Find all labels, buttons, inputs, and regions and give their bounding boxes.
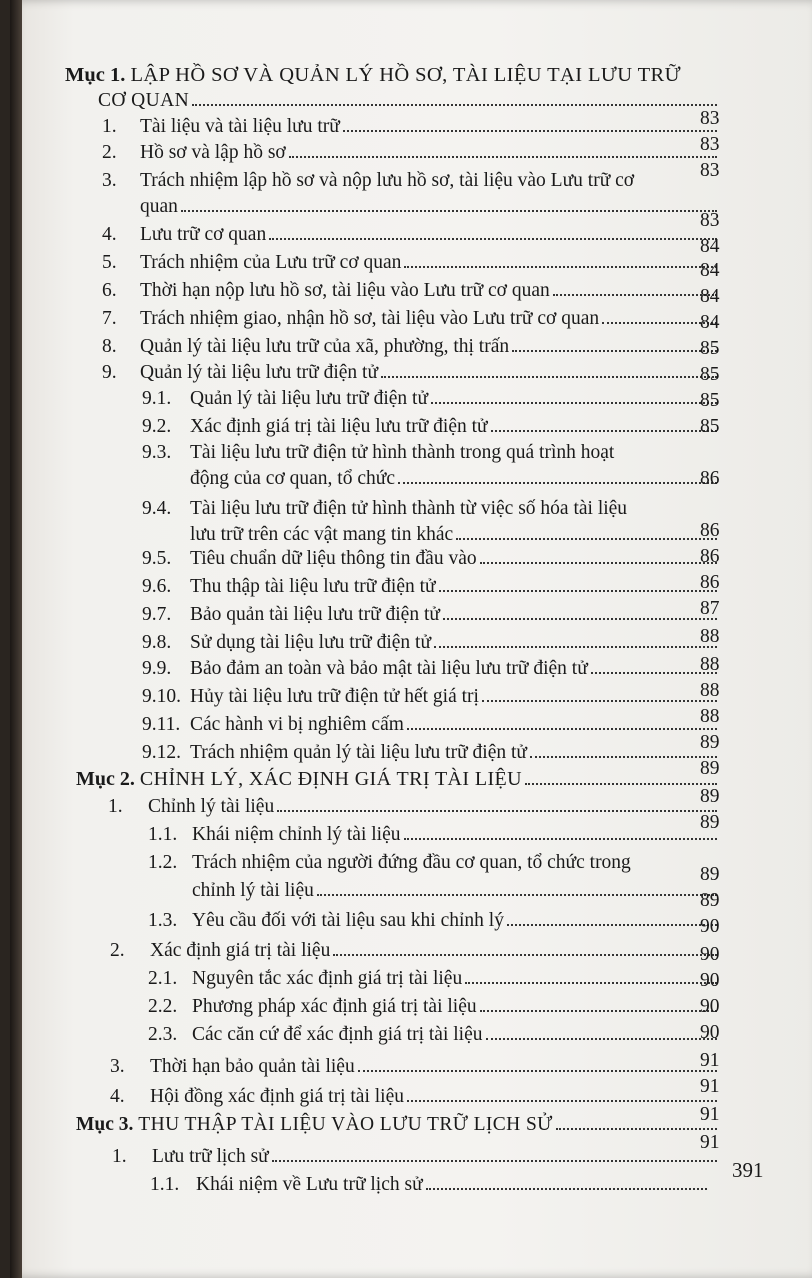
toc-item-9-4-line1: 9.4. Tài liệu lưu trữ điện tử hình thành từ việc số hóa tài liệu xyxy=(142,498,628,519)
toc-item-5: 5. Trách nhiệm của Lưu trữ cơ quan xyxy=(102,250,720,276)
toc-item-9-12-page: 89 xyxy=(700,732,720,753)
muc2-item-1-page: 89 xyxy=(700,786,720,807)
muc1-title-line2: CƠ QUAN xyxy=(98,88,720,114)
toc-item-9-2: 9.2. Xác định giá trị tài liệu lưu trữ điện tử xyxy=(142,414,720,440)
toc-item-4: 4. Lưu trữ cơ quan xyxy=(102,222,720,248)
toc-item-2: 2. Hồ sơ và lập hồ sơ xyxy=(102,140,720,166)
toc-item-7: 7. Trách nhiệm giao, nhận hồ sơ, tài liệu vào Lưu trữ cơ quan xyxy=(102,306,720,332)
toc-item-9-12: 9.12. Trách nhiệm quản lý tài liệu lưu trữ điện tử xyxy=(142,740,720,766)
muc3-item-1: 1. Lưu trữ lịch sử xyxy=(112,1144,720,1170)
toc-item-8-page: 85 xyxy=(700,338,720,359)
toc-item-9-11: 9.11. Các hành vi bị nghiêm cấm xyxy=(142,712,720,738)
muc3-item-1-1: 1.1. Khái niệm về Lưu trữ lịch sử xyxy=(150,1172,710,1198)
muc2-item-1-2-line2: chỉnh lý tài liệu xyxy=(192,878,720,904)
toc-item-3-line2: quan xyxy=(140,194,720,220)
page-number: 391 xyxy=(732,1158,764,1182)
page-spine-shadow xyxy=(10,0,22,1278)
toc-item-9-6-page: 86 xyxy=(700,572,720,593)
muc2-item-2: 2. Xác định giá trị tài liệu xyxy=(110,938,720,964)
muc2-item-1-2-page-a: 89 xyxy=(700,864,720,885)
toc-item-9-8-page: 88 xyxy=(700,626,720,647)
toc-item-9-1-page: 85 xyxy=(700,390,720,411)
toc-item-9-10: 9.10. Hủy tài liệu lưu trữ điện tử hết giá trị xyxy=(142,684,720,710)
toc-item-9-5: 9.5. Tiêu chuẩn dữ liệu thông tin đầu vào xyxy=(142,546,720,572)
muc1-heading xyxy=(65,62,681,88)
muc3-page: 91 xyxy=(700,1104,720,1125)
muc1-page: 83 xyxy=(700,108,720,129)
toc-item-6-page: 84 xyxy=(700,286,720,307)
muc2-page: 89 xyxy=(700,758,720,779)
toc-item-9-6: 9.6. Thu thập tài liệu lưu trữ điện tử xyxy=(142,574,720,600)
muc2-item-2-1: 2.1. Nguyên tắc xác định giá trị tài liệu xyxy=(148,966,720,992)
toc-item-2-page: 83 xyxy=(700,160,720,181)
muc2-item-1-2-line1: 1.2. Trách nhiệm của người đứng đầu cơ quan, tổ chức trong xyxy=(148,852,631,873)
book-page xyxy=(10,0,812,1278)
toc-item-9-9-page: 88 xyxy=(700,654,720,675)
toc-item-9-2-page: 85 xyxy=(700,416,720,437)
muc2-item-1-1-page: 89 xyxy=(700,812,720,833)
toc-item-9-3-line2: động của cơ quan, tổ chức xyxy=(190,466,720,492)
toc-item-4-page: 84 xyxy=(700,236,720,257)
toc-item-3-line1: 3. Trách nhiệm lập hồ sơ và nộp lưu hồ sơ, tài liệu vào Lưu trữ cơ xyxy=(102,170,635,191)
muc2-heading: Mục 2. CHỈNH LÝ, XÁC ĐỊNH GIÁ TRỊ TÀI LIỆU xyxy=(76,766,720,792)
muc2-item-2-page: 90 xyxy=(700,944,720,965)
toc-item-1-page: 83 xyxy=(700,134,720,155)
muc2-item-4-page: 91 xyxy=(700,1076,720,1097)
muc2-item-1-2-page-b: 89 xyxy=(700,890,720,911)
toc-item-9-9: 9.9. Bảo đảm an toàn và bảo mật tài liệu lưu trữ điện tử xyxy=(142,656,720,682)
muc2-item-2-2-page: 90 xyxy=(700,996,720,1017)
toc-item-9-8: 9.8. Sử dụng tài liệu lưu trữ điện tử xyxy=(142,630,720,656)
muc2-item-1-3-page: 90 xyxy=(700,916,720,937)
muc1-title-line1: LẬP HỒ SƠ VÀ QUẢN LÝ HỒ SƠ, TÀI LIỆU TẠI LƯU TRỮ xyxy=(130,64,681,86)
muc2-item-2-2: 2.2. Phương pháp xác định giá trị tài liệu xyxy=(148,994,720,1020)
toc-item-3-page: 83 xyxy=(700,210,720,231)
toc-item-9-10-page: 88 xyxy=(700,680,720,701)
muc2-item-4: 4. Hội đồng xác định giá trị tài liệu xyxy=(110,1084,720,1110)
toc-item-9-1: 9.1. Quản lý tài liệu lưu trữ điện tử xyxy=(142,386,720,412)
toc-item-9-3-line1: 9.3. Tài liệu lưu trữ điện tử hình thành trong quá trình hoạt xyxy=(142,442,615,463)
muc2-item-3: 3. Thời hạn bảo quản tài liệu xyxy=(110,1054,720,1080)
muc2-item-1-3: 1.3. Yêu cầu đối với tài liệu sau khi chỉnh lý xyxy=(148,908,720,934)
toc-item-9-7: 9.7. Bảo quản tài liệu lưu trữ điện tử xyxy=(142,602,720,628)
toc-item-5-page: 84 xyxy=(700,260,720,281)
muc3-heading: Mục 3. THU THẬP TÀI LIỆU VÀO LƯU TRỮ LỊCH SỬ xyxy=(76,1112,720,1138)
toc-item-9-5-page: 86 xyxy=(700,546,720,567)
muc1-label: Mục 1. xyxy=(65,64,126,86)
toc-item-8: 8. Quản lý tài liệu lưu trữ của xã, phường, thị trấn xyxy=(102,334,720,360)
muc2-item-2-3: 2.3. Các căn cứ để xác định giá trị tài liệu xyxy=(148,1022,720,1048)
muc2-item-1: 1. Chỉnh lý tài liệu xyxy=(108,794,720,820)
toc-item-1: 1. Tài liệu và tài liệu lưu trữ xyxy=(102,114,720,140)
toc-item-9-page: 85 xyxy=(700,364,720,385)
toc-item-6: 6. Thời hạn nộp lưu hồ sơ, tài liệu vào Lưu trữ cơ quan xyxy=(102,278,720,304)
toc-item-9-4-page: 86 xyxy=(700,520,720,541)
toc-item-9-4-line2: lưu trữ trên các vật mang tin khác xyxy=(190,522,720,548)
muc2-item-2-3-page: 90 xyxy=(700,1022,720,1043)
muc3-item-1-page: 91 xyxy=(700,1132,720,1153)
muc2-item-1-1: 1.1. Khái niệm chỉnh lý tài liệu xyxy=(148,822,720,848)
toc-item-9-11-page: 88 xyxy=(700,706,720,727)
toc-item-7-page: 84 xyxy=(700,312,720,333)
toc-item-9: 9. Quản lý tài liệu lưu trữ điện tử xyxy=(102,360,720,386)
toc-item-9-3-page: 86 xyxy=(700,468,720,489)
muc2-item-2-1-page: 90 xyxy=(700,970,720,991)
muc2-item-3-page: 91 xyxy=(700,1050,720,1071)
toc-item-9-7-page: 87 xyxy=(700,598,720,619)
